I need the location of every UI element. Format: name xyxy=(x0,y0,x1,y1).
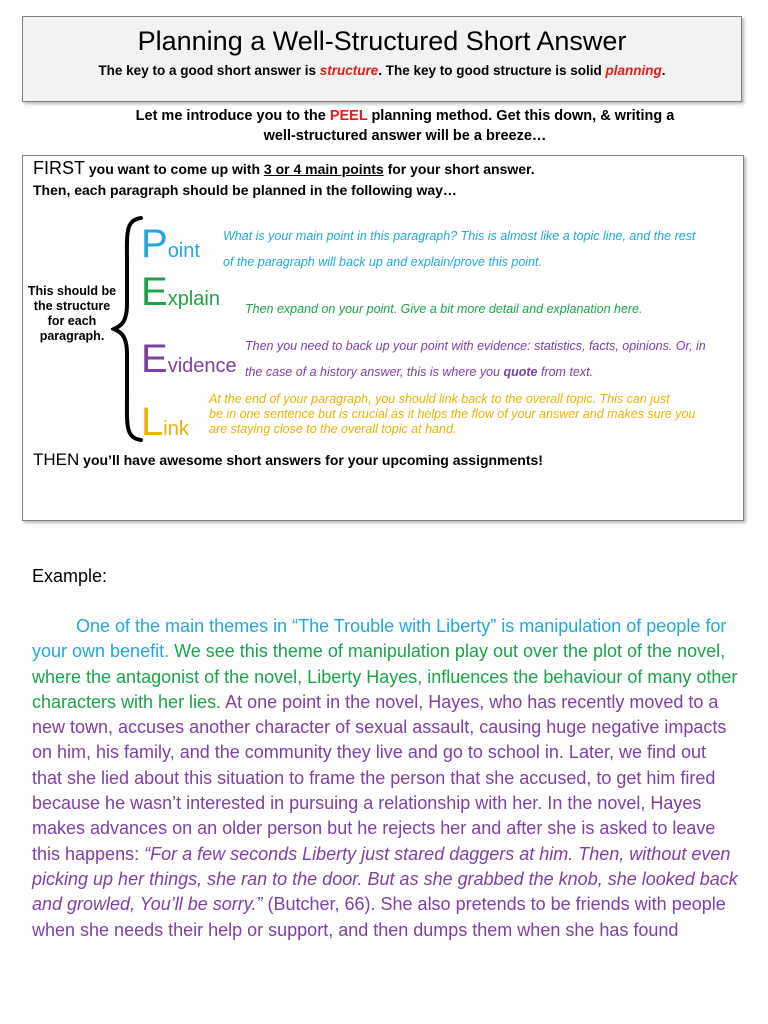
then-line: Then, each paragraph should be planned in the following way… xyxy=(33,182,457,198)
first-word: FIRST xyxy=(33,158,85,178)
first-line xyxy=(33,158,535,179)
intro-line2: well-structured answer will be a breeze… xyxy=(263,128,547,144)
point-description: What is your main point in this paragraph? This is almost like a topic line, and the rest of the paragraph will back up and explain/prove this point. xyxy=(223,229,696,269)
peel-link-word: Link xyxy=(141,400,189,444)
first-underlined: 3 or 4 main points xyxy=(263,161,384,177)
intro-line1-end: planning method. Get this down, & writing a xyxy=(367,108,675,124)
title-box xyxy=(22,16,742,102)
peel-point-word: Point xyxy=(141,222,200,266)
peel-explain-word: Explain xyxy=(141,270,220,314)
example-point: One of the main themes in “The Trouble with Liberty” is manipulation of people for your own benefit. xyxy=(32,616,727,662)
subtitle-end: . xyxy=(661,63,666,78)
structure-note: This should be the structure for each paragraph. xyxy=(27,284,117,343)
link-description: At the end of your paragraph, you should link back to the overall topic. This can just be in one sentence but is crucial as it helps the flow of your answer and makes sure you are staying close to the overall topic at hand. xyxy=(209,392,696,436)
title-subtitle xyxy=(23,63,741,78)
subtitle-mid: . The key to good structure is solid xyxy=(378,63,606,78)
explain-description: Then expand on your point. Give a bit more detail and explanation here. xyxy=(245,302,643,316)
subtitle-pre: The key to a good short answer is xyxy=(98,63,320,78)
first-end: for your short answer. xyxy=(383,161,535,177)
first-pre: you want to come up with xyxy=(85,161,264,177)
intro-pre: Let me introduce you to the xyxy=(135,108,330,124)
example-paragraph xyxy=(32,614,738,943)
example-evidence-2: (Butcher, 66). She also pretends to be friends with people when she needs their help or support, and then dumps them when she has found xyxy=(32,894,726,940)
final-then-line: THEN you’ll have awesome short answers for your upcoming assignments! xyxy=(33,450,543,469)
peel-evidence-word: Evidence xyxy=(141,337,237,381)
example-evidence-1: At one point in the novel, Hayes, who has recently moved to a new town, accuses another character of sexual assault, causing huge negative impacts on him, his family, and the community they live and go to school in. Later, we find out that she lied about this situation to frame the person that she accused, to get him fired because he wasn’t interested in pursuing a relationship with her. In the novel, Hayes makes advances on an older person but he rejects her and after she is asked to leave this happens: xyxy=(32,691,727,864)
example-explain: We see this theme of manipulation play out over the plot of the novel, where the antagonist of the novel, Liberty Hayes, influences the behaviour of many other characters with her lies. xyxy=(32,641,738,712)
subtitle-structure: structure xyxy=(319,63,379,78)
evidence-description: Then you need to back up your point with evidence: statistics, facts, opinions. Or, in the case of a history answer, this is where you quote from text. xyxy=(245,339,706,379)
example-label: Example: xyxy=(32,566,108,586)
intro-peel: PEEL xyxy=(329,108,368,124)
intro-text xyxy=(60,106,750,146)
page-title: Planning a Well-Structured Short Answer xyxy=(137,26,627,56)
peel-box xyxy=(22,155,744,521)
curly-brace xyxy=(111,214,145,444)
example-quote: “For a few seconds Liberty just stared daggers at him. Then, without even picking up her things, she ran to the door. But as she grabbed the knob, she looked back and growled, You’ll be sorry.” xyxy=(32,843,738,915)
subtitle-planning: planning xyxy=(605,63,662,78)
